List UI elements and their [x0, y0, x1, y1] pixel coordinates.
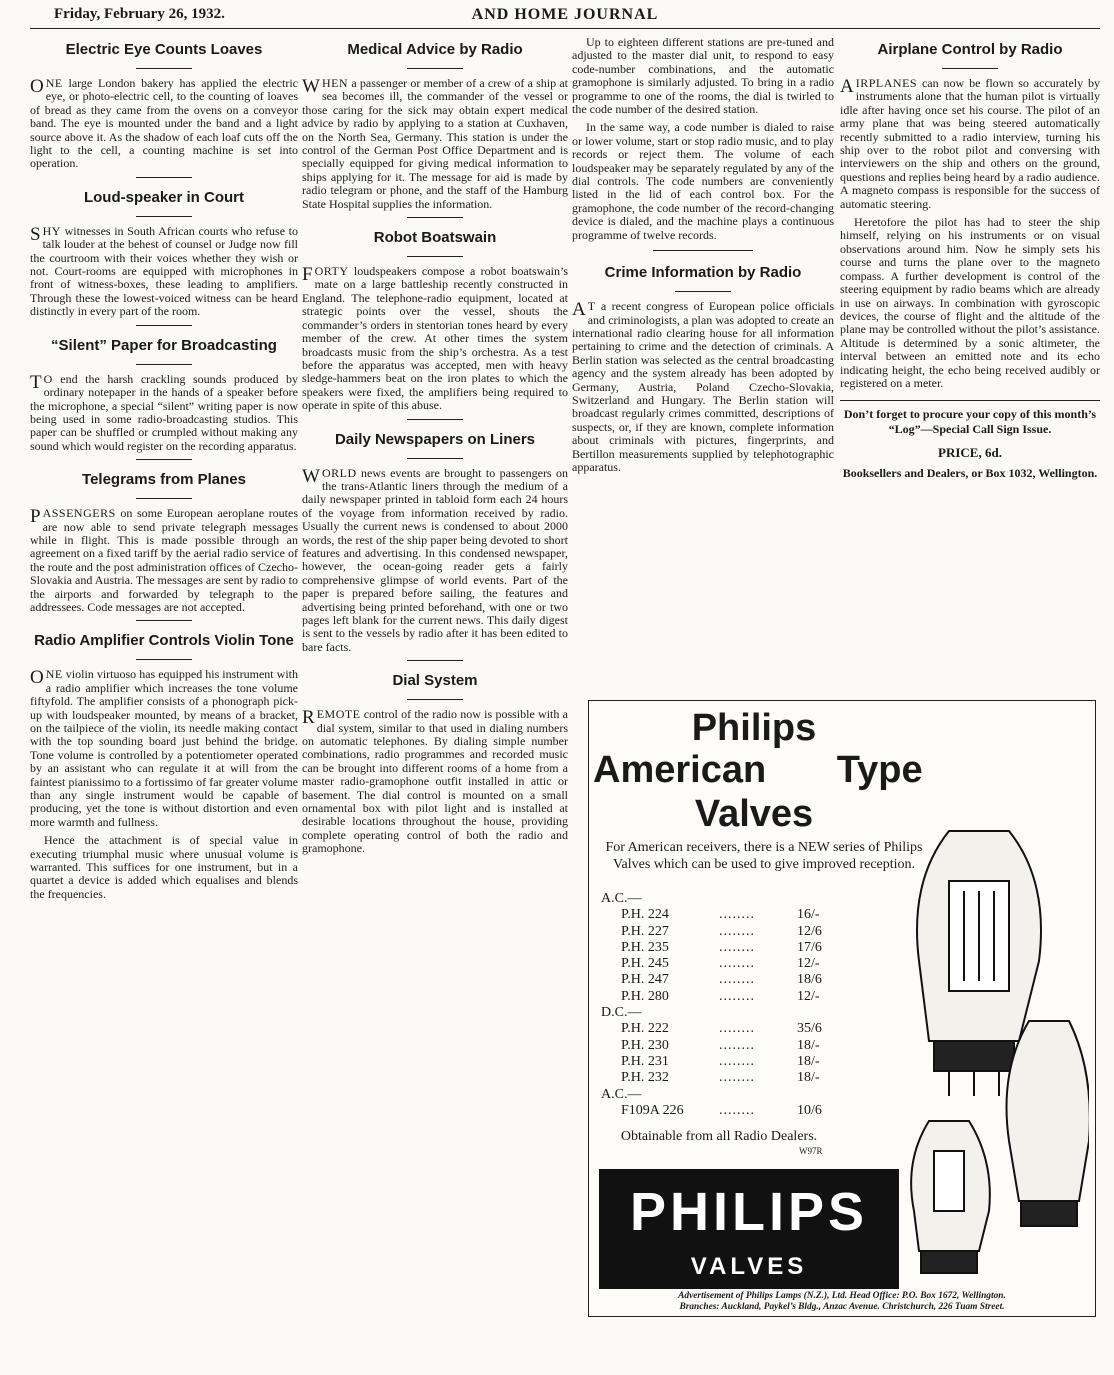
- article-body: [302, 77, 568, 211]
- valve-price-row: [601, 989, 861, 1005]
- article-text: Up to eighteen different stations are pre-tuned and adjusted to the master dial unit, to respond to easy code-number combinations, and the automatic gramophone is similarly adjusted. To bring in a radio programme to one of the rooms, the dial is twirled to the code number of the desired station.: [572, 35, 834, 117]
- valve-price: 17/6: [797, 939, 822, 955]
- lead-word: NE: [45, 667, 63, 682]
- article-medical: [302, 38, 568, 218]
- banner-brand: PHILIPS: [629, 1182, 869, 1242]
- leader-dots: ........: [719, 972, 755, 988]
- page-header: [30, 4, 1100, 29]
- article-electric-eye: [30, 38, 298, 178]
- article-text: violin virtuoso has equipped his instrument with a radio amplifier which increases the tone volume fiftyfold. The amplifier consists of a phonograph pick-up with loudspeaker mounted, by means of a bracket, on the tailpiece of the violin, its needle making contact with the top sounding board just behind the bridge. Tone volume is controlled by a potentiometer operated by an assistant who can regulate it at will from the faintest pianissimo to a fortissimo of far greater volume than any single instrument would be capable of producing, yet the tone is without distortion and even more warmth and fullness.: [30, 667, 299, 829]
- headline-rule: [942, 68, 998, 69]
- article-text: Hence the attachment is of special value in executing triumphal music where unusual volume is warranted. This suffices for one instrument, but in a quartet a device is added which equalises and blends the frequencies.: [30, 833, 298, 901]
- log-notice: [840, 407, 1100, 481]
- valve-model: P.H. 231: [621, 1053, 669, 1069]
- headline: “Silent” Paper for Broadcasting: [51, 336, 277, 354]
- lead-word: HY: [42, 223, 61, 238]
- valve-price: 35/6: [797, 1021, 822, 1037]
- headline-rule: [136, 659, 192, 660]
- ad-title-valves: Valves: [694, 793, 814, 835]
- drop-cap: F: [302, 264, 313, 286]
- headline: Airplane Control by Radio: [877, 41, 1063, 58]
- headline-rule: [136, 68, 192, 69]
- philips-advertisement: [588, 700, 1096, 1317]
- valve-price-row: [601, 1054, 861, 1070]
- valve-model: P.H. 247: [621, 972, 669, 988]
- headline: Loud-speaker in Court: [83, 188, 244, 206]
- ad-footer: [595, 1291, 1089, 1313]
- lead-word: O: [43, 371, 53, 386]
- headline-rule: [407, 68, 463, 69]
- article-body: [30, 225, 298, 319]
- leader-dots: ........: [719, 1070, 755, 1086]
- valve-model: P.H. 222: [621, 1021, 669, 1037]
- lead-word: T: [587, 299, 596, 314]
- column-1: [30, 36, 298, 907]
- valve-model: F109A 226: [621, 1102, 684, 1118]
- drop-cap: T: [30, 371, 42, 393]
- valve-price-row: [601, 940, 861, 956]
- valve-group-label: D.C.—: [601, 1005, 642, 1021]
- article-crime: [572, 261, 834, 474]
- article-text: end the harsh crackling sounds produced by ordinary notepaper in the hands of a speaker before the microphone, a special “silent” writing paper is now being used in some radio-broadcasting studios. This paper can be shuffled or crumpled without making any sound which would register on the recording apparatus.: [30, 371, 298, 453]
- headline: Radio Amplifier Controls Violin Tone: [34, 632, 294, 650]
- article-body: [30, 507, 298, 614]
- article-divider: [136, 459, 192, 460]
- headline-rule: [136, 498, 192, 499]
- valve-price: 10/6: [797, 1102, 822, 1118]
- drop-cap: O: [30, 76, 44, 97]
- article-airplane: [840, 38, 1100, 390]
- lead-word: HEN: [321, 76, 349, 90]
- drop-cap: A: [572, 299, 586, 321]
- valve-price-row: [601, 972, 861, 988]
- valve-price: 18/-: [797, 1070, 820, 1086]
- valve-illustration: [889, 821, 1089, 1281]
- article-text: on some European aeroplane routes are now able to send private telegraph messages while in flight. This is made possible through an agreement on a fixed tariff by the aerial radio service of the route and the post administration offices of Czecho-Slovakia and Austria. The messages are sent by radio to the airports and forwarded by telegraph to the addressees. Code messages are not accepted.: [30, 506, 298, 614]
- column-3: [572, 36, 834, 480]
- ad-intro: For American receivers, there is a NEW series of Philips Valves which can be used to give improved reception.: [605, 840, 923, 872]
- headline: Medical Advice by Radio: [347, 41, 523, 58]
- article-body: [302, 467, 568, 655]
- notice-text: Don’t forget to procure your copy of this month’s “Log”—Special Call Sign Issue.: [843, 407, 1097, 437]
- article-text: a passenger or member of a crew of a ship at sea becomes ill, the commander of the vessel or those caring for the sick may obtain expert medical advice by radio by applying to a station at Cuxhaven, on the North Sea, Germany. This station is under the control of the German Post Office Department and is specially equipped for giving medical information to ships applying for it. The message for aid is made by radio telegram or phone, and the staff of the Hamburg State Hospital supplies the information.: [302, 76, 569, 211]
- article-divider: [136, 177, 192, 178]
- valve-price-row: [601, 1038, 861, 1054]
- valve-model: P.H. 230: [621, 1037, 669, 1053]
- article-telegrams: [30, 468, 298, 621]
- article-divider: [136, 325, 192, 326]
- article-divider: [407, 217, 463, 218]
- drop-cap: O: [30, 667, 44, 689]
- article-robot: [302, 226, 568, 419]
- headline: Telegrams from Planes: [82, 471, 246, 489]
- leader-dots: ........: [719, 907, 755, 923]
- article-body: [840, 77, 1100, 390]
- valve-model: P.H. 280: [621, 988, 669, 1004]
- journal-title: AND HOME JOURNAL: [471, 6, 659, 23]
- leader-dots: ........: [719, 1037, 755, 1053]
- lead-word: ASSENGERS: [42, 506, 116, 521]
- article-loudspeaker-court: [30, 186, 298, 326]
- valve-price: 12/-: [797, 988, 820, 1004]
- article-text: control of the radio now is possible with a dial system, similar to that used in dialing numbers on automatic telephones. By dialing simple number combinations, radio programmes and recorded music can be brought into different rooms of a home from a master radio-gramophone outfit installed in attic or basement. The dial control is mounted on a small ornamental box with pilot light and is installed at desirable locations throughout the house, providing complete operating control of both the radio and gramophone.: [302, 707, 568, 856]
- ad-title-philips: Philips: [691, 707, 817, 749]
- valve-price: 18/6: [797, 972, 822, 988]
- valve-model: P.H. 224: [621, 907, 669, 923]
- valve-model: P.H. 232: [621, 1070, 669, 1086]
- article-divider: [653, 250, 753, 251]
- article-text: loudspeakers compose a robot boatswain’s mate on a large battleship recently constructed in England. The telephone-radio equipment, located at strategic points over the vessel, shouts the commander’s orders in stentorian tones heard by every member of the crew. At other times the system broadcasts music from the ship’s orchestra. As a test before the apparatus was accepted, men with heavy sledge-hammers beat on the iron plates to which the speakers were fixed, the amplifiers being required to operate in spite of this abuse.: [302, 264, 569, 413]
- article-divider: [136, 620, 192, 621]
- leader-dots: ........: [719, 923, 755, 939]
- philips-valves-banner: [599, 1169, 899, 1289]
- ad-title-american-type: American Type: [593, 749, 923, 791]
- lead-word: IRPLANES: [855, 76, 918, 90]
- article-body: [572, 300, 834, 474]
- column-2: [302, 36, 568, 862]
- ad-footer-line: Branches: Auckland, Paykel’s Bldg., Anzac Avenue. Christchurch, 226 Tuam Street.: [679, 1302, 1005, 1312]
- valve-price: 16/-: [797, 907, 820, 923]
- article-text: can now be flown so accurately by instruments alone that the human pilot is virtually idle after having once set his course. The pilot of an army plane that was being steered automatically recently submitted to a radio interview, turning his ship over to the robot pilot and conversing with interviewers on the ship and others on the ground, questions and replies being heard by a radio audience. A magneto compass is responsible for the success of automatic steering.: [840, 76, 1101, 211]
- article-text: a recent congress of European police officials and criminologists, a plan was adopted to create an international radio clearing house for all information pertaining to crime and the detection of criminals. A Berlin station was selected as the central broadcasting agency and the system already has been adopted by Germany, Austria, Poland Czecho-Slovakia, Switzerland and Hungary. The Berlin station will broadcast regularly crimes committed, descriptions of suspects, or, if they are known, complete information about criminals with pictures, fingerprints, and Bertillon measurements supplied by telephotographic apparatus.: [572, 299, 834, 474]
- leader-dots: ........: [719, 1102, 755, 1118]
- ad-code: W97R: [799, 1146, 823, 1156]
- article-dial: [302, 669, 568, 855]
- headline-rule: [136, 216, 192, 217]
- notice-price: PRICE, 6d.: [938, 445, 1002, 461]
- headline-rule: [136, 364, 192, 365]
- article-silent-paper: [30, 334, 298, 460]
- article-body: [30, 668, 298, 901]
- notice-address: Booksellers and Dealers, or Box 1032, Wellington.: [842, 466, 1098, 481]
- article-body: [572, 36, 834, 242]
- article-dial-continued: [572, 36, 834, 251]
- lead-word: ORLD: [321, 465, 357, 480]
- article-text: witnesses in South African courts who refuse to talk louder at the behest of counsel or Judge now fill the courtroom with their voices whether they wish or not. Court-rooms are equipped with microphones in front of witness-boxes, these leading to amplifiers. Through these the lowest-voiced witness can be heard distinctly in every part of the room.: [30, 223, 298, 319]
- ad-footer-line: Advertisement of Philips Lamps (N.Z.), Ltd. Head Office: P.O. Box 1672, Wellington.: [678, 1291, 1006, 1301]
- banner-sub: VALVES: [690, 1253, 808, 1280]
- leader-dots: ........: [719, 1053, 755, 1069]
- leader-dots: ........: [719, 988, 755, 1004]
- drop-cap: W: [302, 465, 320, 487]
- headline: Robot Boatswain: [373, 229, 497, 247]
- lead-word: NE: [45, 76, 63, 90]
- article-divider: [407, 660, 463, 661]
- valve-model: P.H. 235: [621, 939, 669, 955]
- page-date: Friday, February 26, 1932.: [54, 6, 225, 22]
- article-body: [30, 373, 298, 453]
- valve-price: 18/-: [797, 1037, 820, 1053]
- valve-price-row: [601, 1103, 861, 1119]
- valve-model: P.H. 245: [621, 956, 669, 972]
- section-divider: [840, 400, 1100, 401]
- article-text: In the same way, a code number is dialed to raise or lower volume, start or stop radio music, and to play records or reject them. The volume of each loudspeaker may be separately regulated by any of the dial controls. The code numbers are conveniently listed in the lid of each control box. For the gramophone, the code number of the record-changing device is dialed, and the machine plays a continuous programme of twelve records.: [572, 120, 834, 242]
- valve-price-row: [601, 1021, 861, 1037]
- drop-cap: P: [30, 506, 41, 528]
- ad-obtainable: Obtainable from all Radio Dealers.: [620, 1129, 818, 1144]
- leader-dots: ........: [719, 1021, 755, 1037]
- valve-group-label: A.C.—: [601, 891, 642, 906]
- valve-model: P.H. 227: [621, 923, 669, 939]
- valve-group-label: A.C.—: [601, 1086, 642, 1102]
- headline-rule: [407, 256, 463, 257]
- leader-dots: ........: [719, 939, 755, 955]
- valve-price: 18/-: [797, 1053, 820, 1069]
- article-violin: [30, 629, 298, 901]
- article-text: Heretofore the pilot has had to steer the ship himself, relying on his instruments or on visual observations around him. Now he simply sets his course and turns the plane over to the magneto compass. A further development is control of the steering equipment by radio beams which are already in use on airways. In combination with gyroscopic devices, the course of flight and the altitude of the plane may be controlled without the pilot’s assistance. Altitude is determined by a sonic altimeter, the interval between an emitted note and its echo indicating height, the echo being received audibly or registered on a meter.: [840, 215, 1100, 390]
- article-body: [302, 265, 568, 412]
- article-text: large London bakery has applied the electric eye, or photo-electric cell, to the counting of loaves of bread as they came from the ovens on a conveyor band. The eye is mounted under the band and a light source above it. As the shadow of each loaf cuts off the light to the cell, a counting machine is set into operation.: [30, 76, 298, 171]
- headline: Daily Newspapers on Liners: [334, 430, 536, 448]
- valve-price-row: [601, 924, 861, 940]
- column-4: [840, 36, 1100, 481]
- drop-cap: A: [840, 76, 854, 97]
- article-newspapers: [302, 428, 568, 662]
- leader-dots: ........: [719, 956, 755, 972]
- valve-price: 12/-: [797, 956, 820, 972]
- drop-cap: R: [302, 707, 315, 729]
- article-text: news events are brought to passengers on the trans-Atlantic liners through the medium of a daily newspaper printed in tabloid form each 24 hours of the voyage from information received by radio. Usually the current news is condensed to about 2000 words, the rest of the ship paper being devoted to short features and advertising. In this condensed newspaper, however, the ocean-going reader gets a fairly comprehensive glimpse of world events. Part of the paper is prepared before sailing, the features and advertising being printed beforehand, with one or two pages left blank for the current news. This daily digest is sent to the vessels by radio after it has been edited to bare facts.: [302, 465, 569, 654]
- headline: Electric Eye Counts Loaves: [65, 41, 263, 58]
- valve-icon: [911, 831, 1089, 1273]
- valve-price-row: [601, 1070, 861, 1086]
- article-divider: [407, 419, 463, 420]
- lead-word: ORTY: [314, 264, 349, 279]
- headline: Crime Information by Radio: [604, 264, 802, 282]
- lead-word: EMOTE: [316, 707, 361, 722]
- valve-price-list: [601, 891, 861, 1119]
- article-body: [302, 708, 568, 855]
- drop-cap: W: [302, 76, 320, 97]
- headline: Dial System: [392, 672, 478, 690]
- headline-rule: [407, 699, 463, 700]
- valve-price: 12/6: [797, 923, 822, 939]
- drop-cap: S: [30, 223, 41, 245]
- headline-rule: [675, 291, 731, 292]
- valve-price-row: [601, 956, 861, 972]
- valve-price-row: [601, 907, 861, 923]
- article-body: [30, 77, 298, 171]
- headline-rule: [407, 458, 463, 459]
